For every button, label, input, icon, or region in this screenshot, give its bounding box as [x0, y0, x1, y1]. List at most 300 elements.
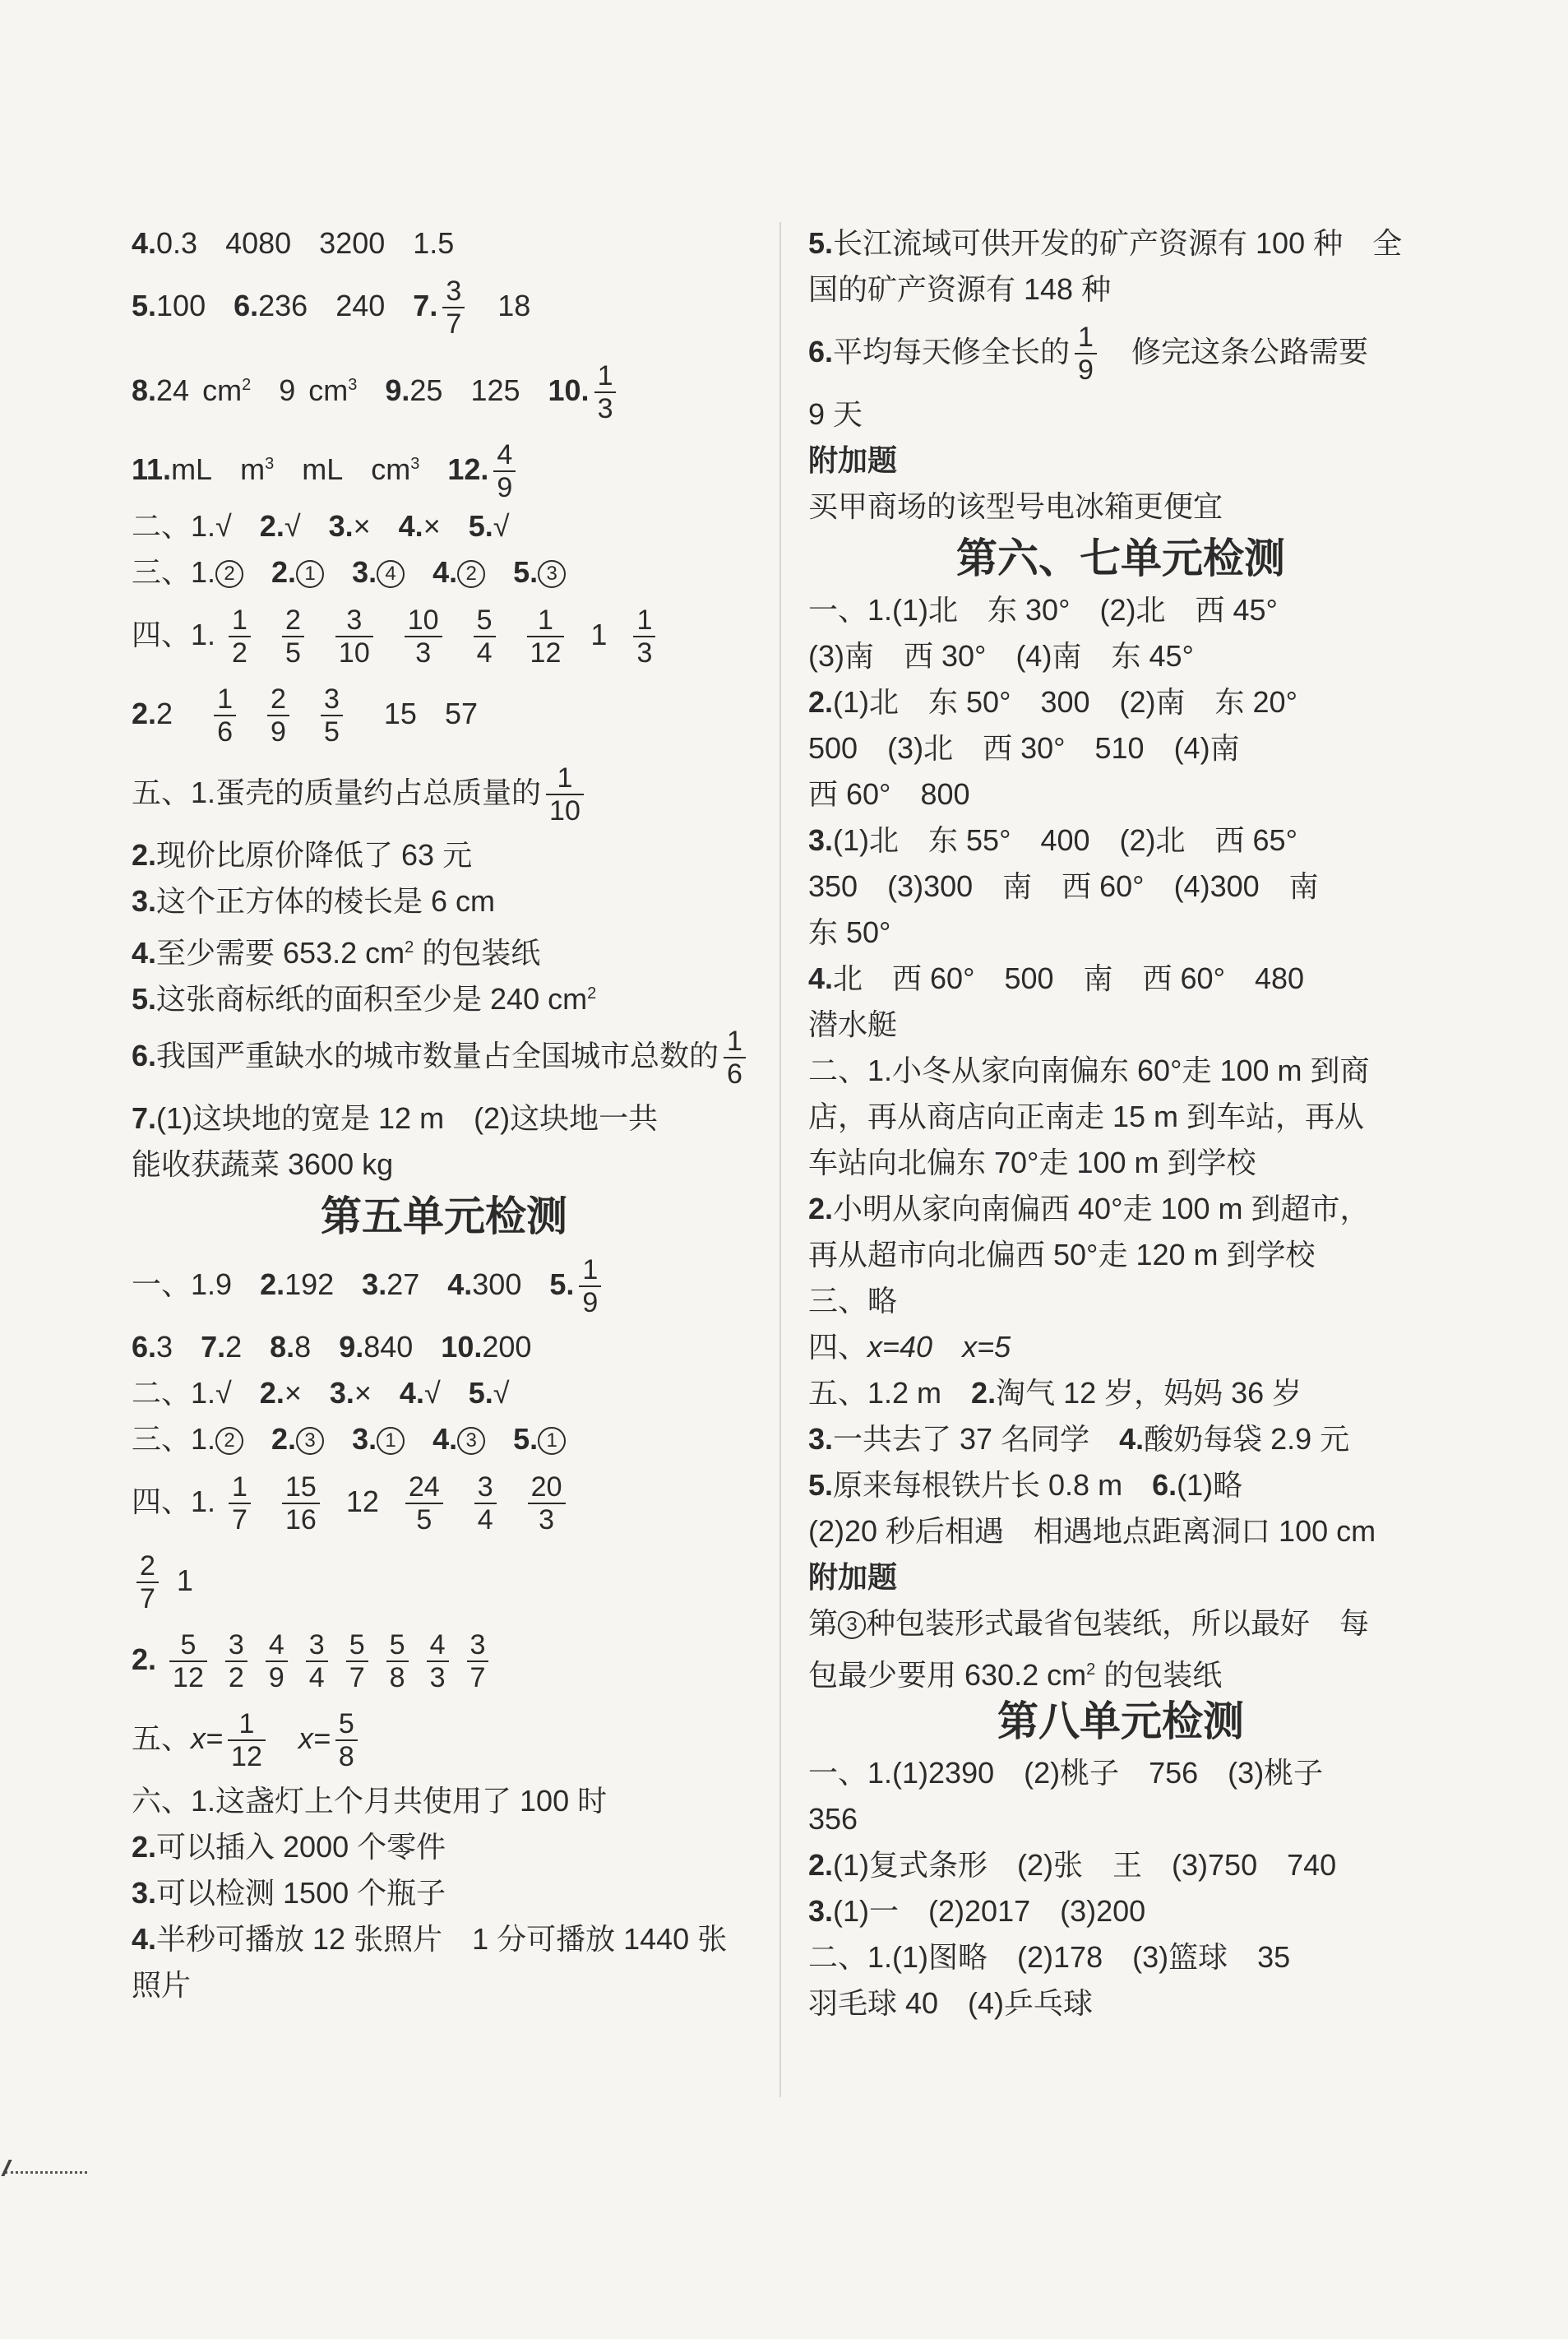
fraction-denominator: 9: [268, 1662, 284, 1694]
answer-text: 包最少要用 630.2 cm: [808, 1658, 1087, 1692]
circled-number: 3: [296, 1427, 324, 1455]
answer-text: 二、1.: [808, 1054, 893, 1087]
answer-line: [132, 1620, 756, 1699]
answer-line: [808, 1600, 1433, 1647]
answer-line: [808, 1140, 1433, 1186]
fraction: [724, 1026, 746, 1090]
answer-line: [808, 1462, 1433, 1508]
answer-text: cm: [308, 373, 349, 407]
fraction-numerator: 1: [229, 1471, 251, 1504]
answer-line: [132, 1142, 756, 1188]
fraction: [225, 1629, 247, 1693]
answer-text: (3)南 西 30° (4)南 东 45°: [808, 639, 1194, 673]
answer-line: [808, 725, 1433, 771]
fraction: [546, 762, 584, 827]
answer-text: 5.: [513, 555, 539, 589]
answer-text: √: [423, 1376, 441, 1410]
answer-line: [808, 313, 1433, 391]
answer-text: 3.: [808, 1422, 834, 1456]
answer-text: 356: [808, 1802, 858, 1836]
answer-line: [808, 817, 1433, 864]
answer-text: 蛋壳的质量约占总质量的: [215, 776, 542, 809]
answer-line: [132, 1916, 756, 1962]
fraction: [474, 604, 496, 669]
answer-text: 11.: [132, 452, 172, 486]
fraction-denominator: 10: [338, 637, 370, 669]
answer-line: [132, 549, 756, 595]
answer-line: [132, 970, 756, 1017]
superscript: 3: [265, 455, 275, 473]
answer-text: 300: [472, 1267, 522, 1301]
fraction: [306, 1629, 328, 1693]
answer-text: 2.: [132, 1830, 157, 1864]
answer-text: 3.: [352, 1422, 377, 1456]
answer-text: 可以插入 2000 个零件: [156, 1830, 446, 1864]
answer-text: 2.: [808, 685, 834, 719]
answer-text: 840: [363, 1330, 414, 1364]
fraction: [405, 604, 442, 669]
fraction: [427, 1629, 449, 1693]
answer-text: (1)北 东 55° 400 (2)北 西 65°: [833, 823, 1297, 857]
answer-text: 2: [156, 697, 173, 730]
fraction: [321, 683, 343, 748]
answer-text: 4.: [1119, 1422, 1145, 1456]
answer-text: 6.: [1152, 1468, 1177, 1502]
answer-text: 2.: [971, 1376, 997, 1410]
answer-text: 2.: [132, 697, 157, 730]
circled-number: 1: [538, 1427, 566, 1455]
answer-text: 4080: [225, 226, 292, 260]
answer-text: (1)略: [1177, 1468, 1243, 1502]
fraction: [136, 1550, 159, 1614]
answer-text: 原来每根铁片长 0.8 m: [833, 1468, 1153, 1502]
answer-line: [132, 1824, 756, 1870]
fraction-denominator: 12: [173, 1662, 204, 1694]
answer-text: 小明从家向南偏西 40°走 100 m 到超市，: [833, 1192, 1370, 1225]
answer-text: (1)这块地的宽是 12 m (2)这块地一共: [156, 1101, 659, 1135]
answer-text: 2.: [260, 1267, 285, 1301]
answer-text: 一、1.: [808, 1756, 893, 1790]
left-column: [132, 220, 756, 2008]
answer-line: [132, 924, 756, 970]
answer-text: 二、1.: [132, 509, 216, 543]
fraction: [229, 1471, 251, 1535]
answer-text: 至少需要 653.2 cm: [156, 936, 405, 970]
answer-text: 8.: [132, 373, 157, 407]
column-divider: [779, 222, 781, 2097]
answer-text: 西 60° 800: [808, 777, 970, 811]
fraction-denominator: 7: [140, 1583, 155, 1615]
fraction-denominator: 3: [415, 637, 432, 669]
answer-text: 一、1.: [808, 593, 893, 627]
answer-text: 6.: [808, 335, 834, 368]
answer-text: 六、1.: [132, 1784, 216, 1818]
right-column: [808, 220, 1433, 2026]
circled-number: 1: [377, 1427, 405, 1455]
answer-line: [132, 424, 756, 503]
fraction-denominator: 3: [636, 637, 653, 669]
fraction-numerator: 1: [527, 604, 565, 637]
answer-text: 4.: [432, 555, 458, 589]
answer-text: 5.: [132, 982, 157, 1016]
answer-text: 3.: [132, 1876, 157, 1910]
fraction-denominator: 5: [416, 1504, 432, 1536]
answer-line: [132, 1245, 756, 1324]
answer-text: 4.: [808, 961, 834, 995]
answer-line: [808, 1888, 1433, 1934]
answer-line: [808, 1094, 1433, 1140]
answer-line: [808, 1508, 1433, 1554]
answer-line: [132, 1095, 756, 1142]
answer-text: 3.: [352, 555, 377, 589]
answer-text: 12: [345, 1484, 379, 1518]
fraction-numerator: 3: [225, 1629, 247, 1662]
fraction-denominator: 6: [217, 716, 233, 748]
answer-line: [808, 679, 1433, 725]
answer-text: 57: [444, 697, 478, 730]
fraction-denominator: 9: [271, 716, 286, 748]
section-heading: 第六、七单元检测: [956, 534, 1285, 582]
fraction-numerator: 3: [335, 604, 373, 637]
answer-text: 3: [156, 1330, 173, 1364]
answer-text: 现价比原价降低了 63 元: [156, 838, 473, 872]
answer-line: [132, 220, 756, 266]
fraction: [442, 276, 465, 340]
answer-line: [132, 503, 756, 549]
section-heading: 第八单元检测: [997, 1697, 1244, 1745]
answer-text: 5.: [513, 1422, 539, 1456]
answer-line: [132, 878, 756, 924]
answer-text: x=: [298, 1721, 331, 1755]
answer-text: 240: [335, 289, 386, 322]
answer-text: 平均每天修全长的: [833, 335, 1071, 368]
fraction: [493, 439, 516, 503]
fraction-denominator: 12: [530, 637, 562, 669]
fraction: [405, 1471, 443, 1535]
circled-number: 2: [457, 560, 485, 588]
answer-text: √: [215, 509, 232, 543]
answer-text: 二、1.: [132, 1376, 216, 1410]
answer-text: 第: [808, 1606, 839, 1640]
answer-line: [808, 1647, 1433, 1693]
answer-text: 5.: [808, 1468, 834, 1502]
answer-text: 长江流域可供开发的矿产资源有 100 种 全: [833, 226, 1403, 260]
answer-text: 3.: [808, 1894, 834, 1928]
answer-text: x=40 x=5: [867, 1330, 1011, 1364]
answer-text: 4.: [132, 226, 157, 260]
answer-text: 2.: [808, 1848, 834, 1882]
fraction-denominator: 16: [284, 1504, 317, 1536]
answer-line: [808, 633, 1433, 679]
fraction-numerator: 1: [546, 762, 584, 795]
answer-text: 12.: [447, 452, 489, 486]
fraction-numerator: 5: [474, 604, 496, 637]
fraction-numerator: 1: [1075, 322, 1097, 354]
answer-text: (1)一 (2)2017 (3)200: [833, 1894, 1146, 1928]
answer-text: 2.: [132, 1642, 157, 1676]
answer-text: m: [240, 452, 266, 486]
answer-text: mL: [302, 452, 344, 486]
answer-text: 8.: [270, 1330, 295, 1364]
answer-text: (1)复式条形 (2)张 王 (3)750 740: [833, 1848, 1337, 1882]
fraction: [266, 1629, 288, 1693]
answer-text: √: [215, 1376, 232, 1410]
answer-text: 修完这条公路需要: [1101, 335, 1368, 368]
answer-text: 2.: [808, 1192, 834, 1225]
answer-text: 羽毛球 40 (4)乒乓球: [808, 1986, 1094, 2020]
answer-text: 6.: [234, 289, 259, 322]
answer-text: 这盏灯上个月共使用了 100 时: [215, 1784, 608, 1818]
answer-text: (1)北 东 30° (2)北 西 45°: [892, 593, 1278, 627]
answer-line: [132, 1462, 756, 1541]
fraction-numerator: 1: [228, 1708, 266, 1741]
fraction: [594, 360, 617, 424]
answer-text: 2.: [271, 1422, 297, 1456]
answer-line: [132, 1017, 756, 1095]
answer-text: 18: [497, 289, 531, 322]
answer-text: 五、1.: [132, 776, 216, 809]
fraction-numerator: 10: [405, 604, 442, 637]
fraction-denominator: 7: [446, 308, 462, 340]
answer-text: 4.: [132, 1922, 157, 1956]
answer-line: [132, 1541, 756, 1620]
answer-text: cm: [371, 452, 411, 486]
answer-text: 店，再从商店向正南走 15 m 到车站，再从: [808, 1100, 1365, 1133]
answer-line: [132, 1778, 756, 1824]
fraction-numerator: 3: [442, 276, 465, 308]
fraction: [267, 683, 289, 748]
circled-number: 3: [538, 560, 566, 588]
answer-text: 25: [409, 373, 443, 407]
answer-text: 5.: [468, 1376, 493, 1410]
answer-text: 的包装纸: [1095, 1658, 1223, 1692]
answer-line: [808, 1002, 1433, 1048]
answer-line: [808, 1186, 1433, 1232]
fraction-denominator: 9: [582, 1287, 599, 1319]
answer-text: 3200: [319, 226, 386, 260]
answer-text: 2.: [259, 1376, 284, 1410]
answer-text: 东 50°: [808, 915, 891, 949]
answer-text: 四、1.: [132, 1484, 216, 1518]
answer-text: 3.: [808, 823, 834, 857]
answer-line: [132, 832, 756, 878]
answer-line: [808, 220, 1433, 266]
answer-line: [808, 1232, 1433, 1278]
answer-text: 2.: [132, 838, 157, 872]
fraction-numerator: 1: [229, 604, 251, 637]
fraction-numerator: 4: [266, 1629, 288, 1662]
answer-text: 2 m: [892, 1376, 972, 1410]
answer-text: 5.: [549, 1267, 575, 1301]
fraction-denominator: 2: [232, 637, 247, 669]
answer-line: [808, 1842, 1433, 1888]
answer-line: [132, 1699, 756, 1778]
fraction: [474, 1471, 497, 1535]
answer-text: 100: [156, 289, 206, 322]
answer-line: [808, 587, 1433, 633]
answer-text: 酸奶每袋 2.9 元: [1144, 1422, 1350, 1456]
fraction-numerator: 1: [633, 604, 655, 637]
answer-text: 9.: [385, 373, 410, 407]
fraction: [1075, 322, 1097, 386]
bonus-heading: 附加题: [808, 1560, 898, 1594]
fraction-numerator: 2: [267, 683, 289, 716]
answer-text: 四、: [808, 1330, 868, 1364]
fraction: [633, 604, 655, 669]
answer-text: 5.: [468, 509, 493, 543]
fraction-denominator: 7: [232, 1504, 247, 1536]
bonus-heading: 附加题: [808, 443, 898, 477]
fraction-numerator: 4: [427, 1629, 449, 1662]
fraction-denominator: 7: [469, 1662, 486, 1694]
answer-text: (1)北 东 50° 300 (2)南 东 20°: [833, 685, 1297, 719]
answer-text: (1)2390 (2)桃子 756 (3)桃子: [892, 1756, 1324, 1790]
fraction: [335, 604, 373, 669]
answer-text: 7.: [413, 289, 438, 322]
answer-text: 1: [590, 618, 608, 651]
fraction: [282, 604, 304, 669]
answer-line: [132, 1416, 756, 1462]
fraction-denominator: 6: [727, 1058, 742, 1091]
answer-text: 五、1.: [808, 1376, 893, 1410]
answer-text: 27: [386, 1267, 420, 1301]
fraction-numerator: 1: [579, 1254, 601, 1287]
answer-text: mL: [171, 452, 213, 486]
fraction-denominator: 5: [323, 716, 340, 748]
answer-text: 3.: [132, 884, 157, 918]
answer-text: ×: [353, 509, 371, 543]
fraction-numerator: 2: [136, 1550, 159, 1583]
fraction-numerator: 5: [169, 1629, 207, 1662]
answer-text: ×: [354, 1376, 372, 1410]
answer-text: ×: [284, 1376, 302, 1410]
fraction-numerator: 20: [528, 1471, 566, 1504]
answer-text: √: [493, 509, 510, 543]
superscript: 2: [405, 938, 414, 956]
circled-number: 4: [377, 560, 405, 588]
answer-text: 4.: [432, 1422, 458, 1456]
fraction-denominator: 3: [539, 1504, 555, 1536]
answer-line: [808, 1934, 1433, 1980]
fraction-denominator: 9: [1078, 354, 1094, 387]
superscript: 2: [1086, 1660, 1096, 1679]
fraction-denominator: 9: [497, 472, 513, 504]
fraction-denominator: 12: [231, 1741, 262, 1773]
fraction-numerator: 5: [335, 1708, 358, 1741]
fraction-denominator: 7: [349, 1662, 365, 1694]
circled-number: 3: [457, 1427, 485, 1455]
answer-text: 这张商标纸的面积至少是 240 cm: [156, 982, 588, 1016]
answer-text: 2: [225, 1330, 243, 1364]
circled-number: 2: [215, 560, 243, 588]
answer-text: ×: [423, 509, 441, 543]
answer-text: 3.: [329, 1376, 354, 1410]
fraction-denominator: 4: [308, 1662, 325, 1694]
answer-line: [132, 1962, 756, 2008]
answer-text: 我国严重缺水的城市数量占全国城市总数的: [156, 1039, 719, 1072]
answer-text: 10.: [441, 1330, 483, 1364]
answer-text: 三、1.: [132, 1422, 216, 1456]
answer-line: [808, 1416, 1433, 1462]
fraction-numerator: 3: [306, 1629, 328, 1662]
answer-text: 一共去了 37 名同学: [833, 1422, 1120, 1456]
answer-text: 能收获蔬菜 3600 kg: [132, 1147, 394, 1181]
fraction-denominator: 10: [549, 795, 580, 827]
fraction: [228, 1708, 266, 1772]
fraction: [528, 1471, 566, 1535]
answer-line: [132, 266, 756, 345]
answer-line: [808, 391, 1433, 438]
superscript: 2: [242, 376, 252, 394]
answer-text: 6.: [132, 1330, 157, 1364]
answer-text: 4.: [447, 1267, 473, 1301]
fraction-denominator: 2: [228, 1662, 244, 1694]
answer-line: [808, 910, 1433, 956]
fraction-denominator: 3: [429, 1662, 446, 1694]
answer-text: 的包装纸: [414, 936, 541, 970]
fraction-numerator: 3: [467, 1629, 489, 1662]
answer-line: [808, 1370, 1433, 1416]
answer-text: 192: [284, 1267, 335, 1301]
answer-text: 三、略: [808, 1284, 898, 1318]
answer-text: 照片: [132, 1968, 192, 2002]
answer-text: x=: [191, 1721, 224, 1755]
fraction: [282, 1471, 320, 1535]
answer-text: 200: [482, 1330, 532, 1364]
answer-line: [132, 1370, 756, 1416]
answer-text: 4.: [399, 1376, 424, 1410]
fraction: [335, 1708, 358, 1772]
answer-text: 236: [258, 289, 308, 322]
fraction-denominator: 8: [389, 1662, 405, 1694]
answer-text: 4.: [398, 509, 423, 543]
fraction-denominator: 4: [477, 1504, 493, 1536]
answer-line: [132, 345, 756, 424]
answer-text: 四、1.: [132, 618, 216, 651]
answer-text: 三、1.: [132, 555, 216, 589]
answer-text: 潜水艇: [808, 1007, 898, 1041]
answer-text: 7.: [132, 1101, 157, 1135]
answer-line: [808, 1750, 1433, 1796]
answer-text: cm: [202, 373, 243, 407]
answer-line: [808, 1796, 1433, 1842]
page-corner-mark: [5, 2155, 87, 2174]
answer-text: 淘气 12 岁，妈妈 36 岁: [996, 1376, 1302, 1410]
fraction: [169, 1629, 207, 1693]
answer-text: 7.: [201, 1330, 226, 1364]
superscript: 3: [410, 455, 420, 473]
answer-text: 1: [176, 1563, 193, 1597]
answer-text: 2.: [271, 555, 297, 589]
answer-line: [808, 956, 1433, 1002]
answer-text: 24: [156, 373, 190, 407]
answer-text: 9 天: [808, 397, 863, 431]
superscript: 3: [348, 376, 358, 394]
answer-line: [808, 1278, 1433, 1324]
answer-text: 再从超市向北偏西 50°走 120 m 到学校: [808, 1238, 1316, 1271]
fraction-numerator: 15: [282, 1471, 320, 1504]
answer-text: 小冬从家向南偏东 60°走 100 m 到商: [892, 1054, 1370, 1087]
answer-text: 5.: [132, 289, 157, 322]
answer-text: 4.: [132, 936, 157, 970]
answer-text: √: [493, 1376, 510, 1410]
answer-text: 3.: [362, 1267, 387, 1301]
answer-text: 半秒可播放 12 张照片 1 分可播放 1440 张: [156, 1922, 728, 1956]
superscript: 2: [587, 984, 597, 1003]
answer-text: 二、1.: [808, 1940, 893, 1974]
answer-line: [808, 266, 1433, 313]
answer-line: [808, 864, 1433, 910]
